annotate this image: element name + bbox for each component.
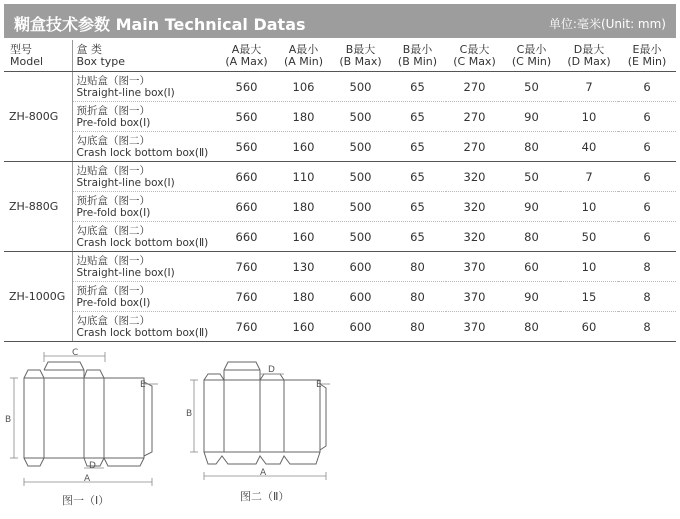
box-type-cell — [72, 252, 218, 282]
header-cn: A最小 — [288, 42, 319, 56]
value-cell: 500 — [332, 132, 389, 162]
value-cell: 90 — [503, 282, 560, 312]
box-type-en: Pre-fold box(Ⅰ) — [76, 296, 151, 309]
value-cell: 760 — [218, 312, 275, 342]
label-d: D — [89, 461, 96, 471]
column-header-a-max — [218, 40, 275, 72]
value-cell: 600 — [332, 282, 389, 312]
table-row — [4, 72, 676, 102]
value-cell: 10 — [560, 192, 618, 222]
value-cell: 90 — [503, 192, 560, 222]
value-cell: 600 — [332, 252, 389, 282]
column-header-b-min — [389, 40, 446, 72]
column-header-c-min — [503, 40, 560, 72]
table-row — [4, 162, 676, 192]
value-cell: 6 — [618, 162, 676, 192]
column-header-c-max — [446, 40, 503, 72]
value-cell: 8 — [618, 282, 676, 312]
box-type-en: Crash lock bottom box(Ⅱ) — [76, 146, 209, 159]
bottom-flap — [104, 458, 144, 466]
value-cell: 6 — [618, 102, 676, 132]
box-type-cell — [72, 282, 218, 312]
box-type-cell — [72, 192, 218, 222]
top-flap — [204, 374, 224, 380]
value-cell: 65 — [389, 222, 446, 252]
header-cn: C最小 — [516, 42, 547, 56]
label-b: B — [186, 409, 193, 419]
box-type-cell — [72, 72, 218, 102]
header-cn: 盒 类 — [76, 42, 102, 56]
label-e: E — [316, 380, 322, 390]
value-cell: 560 — [218, 102, 275, 132]
value-cell: 80 — [389, 282, 446, 312]
header-en: (A Max) — [225, 54, 268, 68]
value-cell: 6 — [618, 132, 676, 162]
value-cell: 60 — [560, 312, 618, 342]
value-cell: 500 — [332, 192, 389, 222]
box-type-cn: 预折盒（图一） — [76, 194, 150, 207]
value-cell: 90 — [503, 102, 560, 132]
model-cell: ZH-880G — [4, 162, 72, 252]
value-cell: 180 — [275, 192, 332, 222]
value-cell: 80 — [389, 312, 446, 342]
value-cell: 10 — [560, 252, 618, 282]
value-cell: 270 — [446, 102, 503, 132]
value-cell: 6 — [618, 222, 676, 252]
value-cell: 40 — [560, 132, 618, 162]
value-cell: 50 — [503, 162, 560, 192]
table-body — [4, 72, 676, 342]
model-cell: ZH-1000G — [4, 252, 72, 342]
value-cell: 50 — [560, 222, 618, 252]
column-header-model — [4, 40, 72, 72]
value-cell: 320 — [446, 222, 503, 252]
header-cn: 型号 — [10, 42, 32, 56]
glue-tab — [144, 382, 152, 456]
value-cell: 660 — [218, 222, 275, 252]
figure-2-caption: 图二（Ⅱ） — [240, 490, 290, 503]
value-cell: 6 — [618, 72, 676, 102]
header-cn: B最小 — [402, 42, 433, 56]
box-type-cn: 边贴盒（图一） — [76, 164, 150, 177]
glue-tab — [320, 384, 326, 450]
value-cell: 160 — [275, 222, 332, 252]
value-cell: 65 — [389, 102, 446, 132]
header-en: (C Max) — [453, 54, 496, 68]
column-header-b-max — [332, 40, 389, 72]
box-type-cn: 预折盒（图一） — [76, 104, 150, 117]
value-cell: 500 — [332, 102, 389, 132]
table-row — [4, 252, 676, 282]
value-cell: 320 — [446, 162, 503, 192]
value-cell: 660 — [218, 192, 275, 222]
box-type-en: Crash lock bottom box(Ⅱ) — [76, 326, 209, 339]
box-type-cn: 勾底盒（图二） — [76, 134, 150, 147]
figure-1-diagram — [5, 348, 158, 486]
column-header-e-min — [618, 40, 676, 72]
box-type-en: Crash lock bottom box(Ⅱ) — [76, 236, 209, 249]
box-type-en: Straight-line box(Ⅰ) — [76, 266, 175, 279]
box-type-cn: 勾底盒（图二） — [76, 224, 150, 237]
value-cell: 370 — [446, 252, 503, 282]
value-cell: 65 — [389, 72, 446, 102]
value-cell: 80 — [503, 222, 560, 252]
box-type-cn: 勾底盒（图二） — [76, 314, 150, 327]
header-en: (A Min) — [283, 54, 324, 68]
value-cell: 130 — [275, 252, 332, 282]
top-flap — [84, 370, 104, 378]
value-cell: 65 — [389, 162, 446, 192]
header-en: Box type — [76, 54, 126, 68]
value-cell: 50 — [503, 72, 560, 102]
box-type-cn: 边贴盒（图一） — [76, 74, 150, 87]
value-cell: 160 — [275, 312, 332, 342]
value-cell: 8 — [618, 252, 676, 282]
header-cn: C最大 — [459, 42, 490, 56]
value-cell: 15 — [560, 282, 618, 312]
value-cell: 110 — [275, 162, 332, 192]
value-cell: 65 — [389, 132, 446, 162]
label-b: B — [5, 415, 12, 425]
value-cell: 80 — [503, 312, 560, 342]
value-cell: 106 — [275, 72, 332, 102]
box-type-en: Pre-fold box(Ⅰ) — [76, 206, 151, 219]
box-type-en: Pre-fold box(Ⅰ) — [76, 116, 151, 129]
header-cn: A最大 — [231, 42, 262, 56]
box-type-cell — [72, 312, 218, 342]
box-type-cn: 边贴盒（图一） — [76, 254, 150, 267]
box-type-cell — [72, 102, 218, 132]
label-d: D — [268, 365, 275, 375]
title-bar — [4, 4, 676, 38]
top-flap — [224, 362, 260, 370]
column-header-box-type — [72, 40, 218, 72]
header-en: (B Max) — [339, 54, 382, 68]
value-cell: 80 — [389, 252, 446, 282]
value-cell: 80 — [503, 132, 560, 162]
value-cell: 60 — [503, 252, 560, 282]
box-type-cell — [72, 132, 218, 162]
top-flap — [24, 370, 44, 378]
model-cell: ZH-800G — [4, 72, 72, 162]
value-cell: 760 — [218, 282, 275, 312]
value-cell: 760 — [218, 252, 275, 282]
box-type-en: Straight-line box(Ⅰ) — [76, 176, 175, 189]
value-cell: 560 — [218, 72, 275, 102]
column-header-d-max — [560, 40, 618, 72]
header-cn: B最大 — [345, 42, 376, 56]
bottom-flap — [24, 458, 44, 466]
table-row — [4, 102, 676, 132]
header-en: (C Min) — [511, 54, 552, 68]
box-type-cell — [72, 222, 218, 252]
value-cell: 7 — [560, 162, 618, 192]
value-cell: 500 — [332, 162, 389, 192]
figure-2-diagram — [186, 362, 330, 480]
table-row — [4, 132, 676, 162]
page-title: 糊盒技术参数 Main Technical Datas — [14, 15, 306, 34]
value-cell: 8 — [618, 312, 676, 342]
table-row — [4, 192, 676, 222]
value-cell: 500 — [332, 72, 389, 102]
value-cell: 65 — [389, 192, 446, 222]
value-cell: 7 — [560, 72, 618, 102]
value-cell: 370 — [446, 312, 503, 342]
label-e: E — [140, 380, 146, 390]
value-cell: 180 — [275, 282, 332, 312]
value-cell: 6 — [618, 192, 676, 222]
box-type-cn: 预折盒（图一） — [76, 284, 150, 297]
table-header-row — [4, 40, 676, 72]
spec-table — [4, 40, 676, 342]
value-cell: 270 — [446, 72, 503, 102]
value-cell: 180 — [275, 102, 332, 132]
box-type-cell — [72, 162, 218, 192]
table-row — [4, 222, 676, 252]
value-cell: 370 — [446, 282, 503, 312]
figure-1-caption: 图一（Ⅰ） — [62, 494, 110, 507]
header-en: (D Max) — [567, 54, 611, 68]
box-body — [204, 380, 320, 452]
crash-lock-bottom — [204, 452, 320, 464]
table-row — [4, 312, 676, 342]
table-row — [4, 282, 676, 312]
value-cell: 500 — [332, 222, 389, 252]
label-c: C — [72, 348, 79, 358]
header-cn: E最小 — [632, 42, 662, 56]
label-a: A — [84, 474, 91, 484]
label-a: A — [260, 468, 267, 478]
value-cell: 560 — [218, 132, 275, 162]
header-en: Model — [10, 54, 44, 68]
value-cell: 660 — [218, 162, 275, 192]
header-cn: D最大 — [573, 42, 605, 56]
value-cell: 10 — [560, 102, 618, 132]
header-en: (E Min) — [627, 54, 667, 68]
value-cell: 160 — [275, 132, 332, 162]
top-flap — [44, 362, 84, 370]
value-cell: 270 — [446, 132, 503, 162]
column-header-a-min — [275, 40, 332, 72]
box-type-en: Straight-line box(Ⅰ) — [76, 86, 175, 99]
unit-label: 单位:毫米(Unit: mm) — [548, 17, 666, 31]
header-en: (B Min) — [397, 54, 438, 68]
value-cell: 320 — [446, 192, 503, 222]
value-cell: 600 — [332, 312, 389, 342]
